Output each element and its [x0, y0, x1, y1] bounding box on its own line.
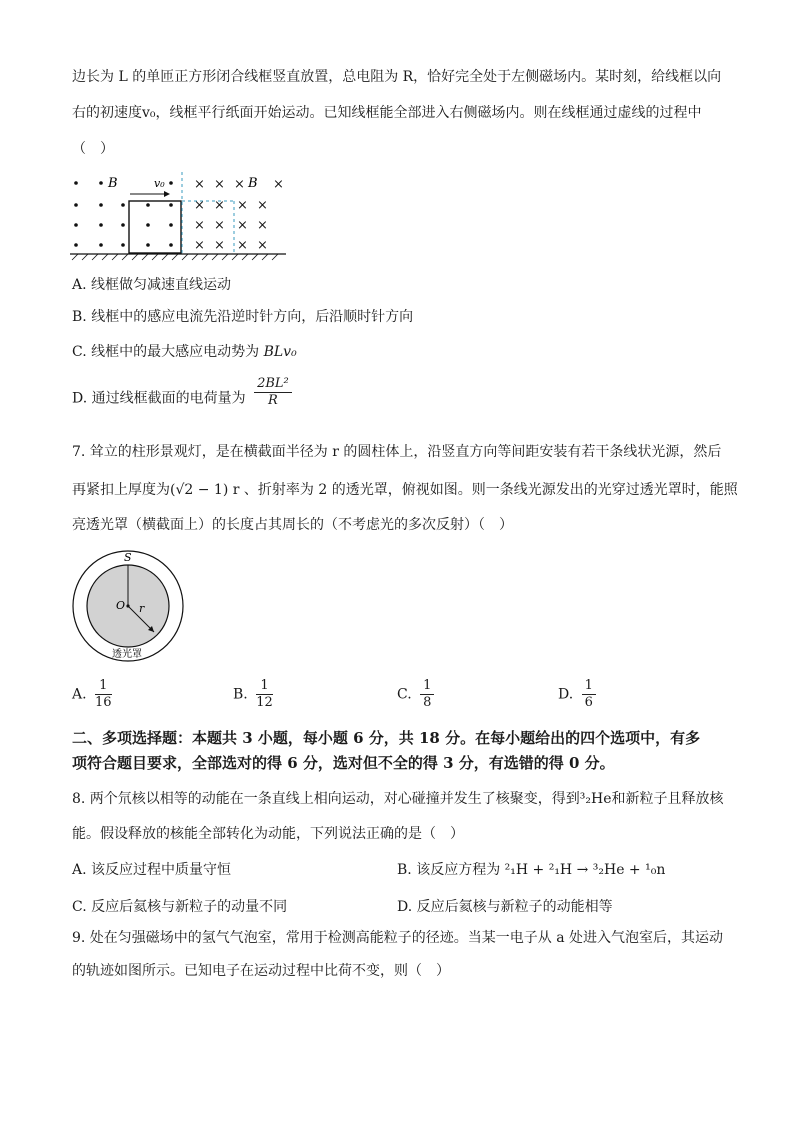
q6-option-c-formula: BLv₀: [263, 344, 297, 360]
svg-text:×: ×: [214, 218, 225, 233]
q7-option-b-fraction: [256, 678, 273, 711]
q7-option-b: [233, 678, 273, 711]
q7-option-c-num: 1: [420, 678, 434, 695]
q9-stem-line2: 的轨迹如图所示。已知电子在运动过程中比荷不变，则（ ）: [72, 963, 450, 979]
svg-text:×: ×: [234, 177, 245, 192]
svg-text:×: ×: [237, 218, 248, 233]
q8-option-d: D. 反应后氦核与新粒子的动能相等: [397, 899, 613, 915]
q7-option-c-den: 8: [423, 695, 432, 710]
svg-text:×: ×: [194, 198, 205, 213]
q7-option-b-den: 12: [256, 695, 273, 710]
q6-option-d-numerator: 2BL²: [254, 376, 292, 393]
section2-heading-line2: 项符合题目要求，全部选对的得 6 分，选对但不全的得 3 分，有选错的得 0 分。: [72, 754, 615, 772]
q7-option-a-label: A.: [72, 686, 87, 703]
q7-option-a: [72, 678, 112, 711]
q6-option-d-denominator: R: [268, 393, 278, 408]
q7-stem-line1: 7. 耸立的柱形景观灯，是在横截面半径为 r 的圆柱体上，沿竖直方向等间距安装有若干条线状光源，然后: [72, 444, 722, 460]
q9-stem-line1: 9. 处在匀强磁场中的氢气气泡室，常用于检测高能粒子的径迹。当某一电子从 a 处进入气泡室后，其运动: [72, 930, 724, 946]
left-field-dots: [74, 181, 173, 247]
q6-option-c-text: C. 线框中的最大感应电动势为: [72, 344, 264, 360]
svg-text:×: ×: [214, 238, 225, 253]
section2-heading-line1: 二、多项选择题：本题共 3 小题，每小题 6 分，共 18 分。在每小题给出的四个选项中，有多: [72, 729, 701, 747]
svg-text:×: ×: [273, 177, 284, 192]
svg-text:×: ×: [194, 238, 205, 253]
q6-option-c: [72, 343, 297, 361]
q7-option-a-num: 1: [95, 678, 112, 695]
q7-option-a-den: 16: [95, 695, 112, 710]
q6-option-b: B. 线框中的感应电流先沿逆时针方向，后沿顺时针方向: [72, 309, 414, 325]
q7-option-b-label: B.: [233, 686, 248, 703]
q6-blank: （ ）: [72, 141, 114, 157]
q7-option-c: [397, 678, 434, 711]
q7-stem-line2: 再紧扣上厚度为(√2 − 1) r 、折射率为 2 的透光罩，俯视如图。则一条线光源发出的光穿过透光罩时，能照: [72, 482, 738, 498]
velocity-label: v₀: [154, 177, 165, 190]
q7-lamp-cross-section-figure: [70, 548, 186, 664]
q6-magnetic-field-figure: [68, 170, 290, 262]
svg-text:×: ×: [257, 238, 268, 253]
q6-option-d: [72, 376, 292, 409]
svg-text:×: ×: [194, 218, 205, 233]
q6-option-a: A. 线框做匀减速直线运动: [72, 277, 232, 293]
svg-text:×: ×: [194, 177, 205, 192]
svg-text:×: ×: [257, 198, 268, 213]
svg-text:×: ×: [214, 198, 225, 213]
svg-text:×: ×: [257, 218, 268, 233]
q7-option-c-fraction: [420, 678, 434, 711]
q8-stem-line1: 8. 两个氘核以相等的动能在一条直线上相向运动，对心碰撞并发生了核聚变，得到³₂He和新粒子且释放核: [72, 791, 724, 807]
q7-option-d-den: 6: [584, 695, 593, 710]
cover-label: 透光罩: [112, 649, 142, 660]
q7-stem-line3: 亮透光罩（横截面上）的长度占其周长的（不考虑光的多次反射）（ ）: [72, 517, 513, 533]
q6-option-d-text: D. 通过线框截面的电荷量为: [72, 390, 246, 407]
q8-option-b: B. 该反应方程为 ²₁H + ²₁H → ³₂He + ¹₀n: [397, 862, 666, 878]
q7-option-a-fraction: [95, 678, 112, 711]
q8-stem-line2: 能。假设释放的核能全部转化为动能，下列说法正确的是（ ）: [72, 826, 464, 842]
q8-option-a: A. 该反应过程中质量守恒: [72, 862, 232, 878]
q7-option-d-num: 1: [582, 678, 596, 695]
q6-stem-line1: 边长为 L 的单匝正方形闭合线框竖直放置，总电阻为 R，恰好完全处于左侧磁场内。某时刻，给线框以向: [72, 69, 722, 85]
point-s-label: S: [124, 551, 132, 564]
q7-option-d-label: D.: [558, 686, 574, 703]
q7-option-d-fraction: [582, 678, 596, 711]
svg-text:×: ×: [237, 238, 248, 253]
svg-text:×: ×: [214, 177, 225, 192]
q6-option-d-fraction: [254, 376, 292, 409]
center-o-label: O: [116, 599, 126, 612]
right-field-crosses: [194, 177, 284, 253]
left-field-label: B: [108, 176, 118, 191]
q6-stem-line2: 右的初速度v₀，线框平行纸面开始运动。已知线框能全部进入右侧磁场内。则在线框通过虚线的过程中: [72, 105, 702, 121]
right-field-label: B: [248, 176, 258, 191]
q7-option-d: [558, 678, 596, 711]
square-coil: [129, 201, 181, 253]
svg-text:×: ×: [237, 198, 248, 213]
q7-option-b-num: 1: [256, 678, 273, 695]
q8-option-c: C. 反应后氦核与新粒子的动量不同: [72, 899, 288, 915]
radius-r-label: r: [139, 602, 145, 615]
q7-option-c-label: C.: [397, 686, 412, 703]
